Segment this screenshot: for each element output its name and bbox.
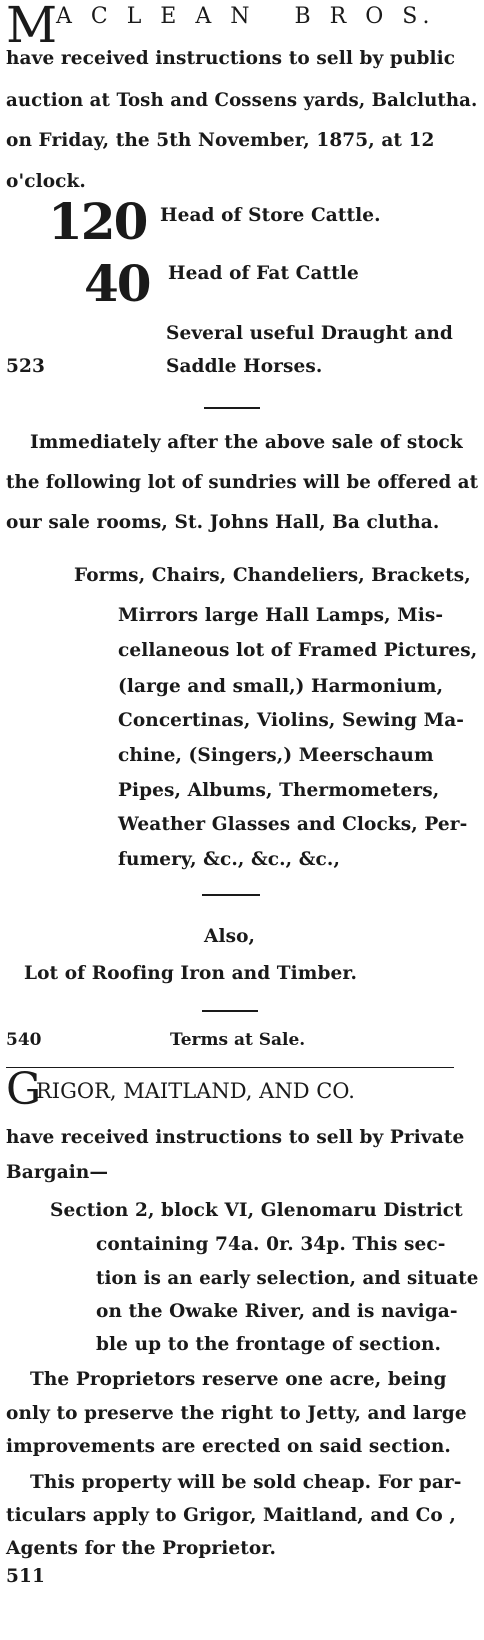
ref-number: 511 bbox=[6, 1566, 45, 1587]
section-line: ble up to the frontage of section. bbox=[96, 1334, 442, 1355]
title-initial: M bbox=[6, 0, 58, 54]
lot-number: 40 bbox=[84, 254, 150, 313]
reserve-line: improvements are erected on said section. bbox=[6, 1436, 451, 1457]
lot-description: Head of Store Cattle. bbox=[160, 205, 381, 226]
ref-number: 523 bbox=[6, 356, 45, 377]
section-line: tion is an early selection, and situate bbox=[96, 1268, 479, 1289]
sundries-line: fumery, &c., &c., &c., bbox=[118, 849, 340, 870]
intro-line: have received instructions to sell by Private bbox=[6, 1127, 465, 1148]
sundries-line: Pipes, Albums, Thermometers, bbox=[118, 780, 440, 801]
closing-line: This property will be sold cheap. For par- bbox=[30, 1472, 462, 1493]
section-line: Section 2, block VI, Glenomaru District bbox=[50, 1200, 463, 1221]
ref-number: 540 bbox=[6, 1030, 42, 1050]
sundries-line: cellaneous lot of Framed Pictures, bbox=[118, 640, 478, 661]
divider bbox=[202, 894, 260, 896]
intro-line: have received instructions to sell by public bbox=[6, 48, 456, 69]
intro-line: Bargain— bbox=[6, 1162, 109, 1183]
section-line: on the Owake River, and is naviga- bbox=[96, 1301, 458, 1322]
horses-line: Saddle Horses. bbox=[166, 356, 323, 377]
sundries-line: Concertinas, Violins, Sewing Ma- bbox=[118, 710, 465, 731]
reserve-line: The Proprietors reserve one acre, being bbox=[30, 1369, 447, 1390]
roofing-line: Lot of Roofing Iron and Timber. bbox=[24, 963, 358, 984]
closing-line: Agents for the Proprietor. bbox=[6, 1538, 277, 1559]
also-line: Also, bbox=[204, 926, 256, 947]
divider bbox=[202, 1010, 258, 1012]
intro-line: o'clock. bbox=[6, 171, 86, 192]
closing-line: ticulars apply to Grigor, Maitland, and Co , bbox=[6, 1505, 456, 1526]
after-line: our sale rooms, St. Johns Hall, Ba clutha. bbox=[6, 512, 440, 533]
divider bbox=[204, 407, 260, 409]
sundries-line: (large and small,) Harmonium, bbox=[118, 676, 444, 697]
after-line: Immediately after the above sale of stock bbox=[30, 432, 463, 453]
terms-line: Terms at Sale. bbox=[170, 1030, 306, 1050]
intro-line: on Friday, the 5th November, 1875, at 12 bbox=[6, 130, 435, 151]
sundries-line: chine, (Singers,) Meerschaum bbox=[118, 745, 434, 766]
advert-title: RIGOR, MAITLAND, AND CO. bbox=[36, 1079, 355, 1103]
lot-number: 120 bbox=[48, 192, 147, 251]
section-line: containing 74a. 0r. 34p. This sec- bbox=[96, 1234, 446, 1255]
intro-line: auction at Tosh and Cossens yards, Balclutha. bbox=[6, 90, 478, 111]
lot-description: Head of Fat Cattle bbox=[168, 263, 359, 284]
title-initial: G bbox=[6, 1064, 42, 1115]
advert-separator bbox=[6, 1067, 454, 1068]
sundries-line: Forms, Chairs, Chandeliers, Brackets, bbox=[74, 565, 471, 586]
after-line: the following lot of sundries will be offered at bbox=[6, 472, 479, 493]
reserve-line: only to preserve the right to Jetty, and large bbox=[6, 1403, 467, 1424]
sundries-line: Mirrors large Hall Lamps, Mis- bbox=[118, 605, 444, 626]
horses-line: Several useful Draught and bbox=[166, 323, 453, 344]
sundries-line: Weather Glasses and Clocks, Per- bbox=[118, 814, 468, 835]
advert-title: A C L E A N B R O S. bbox=[56, 4, 436, 29]
